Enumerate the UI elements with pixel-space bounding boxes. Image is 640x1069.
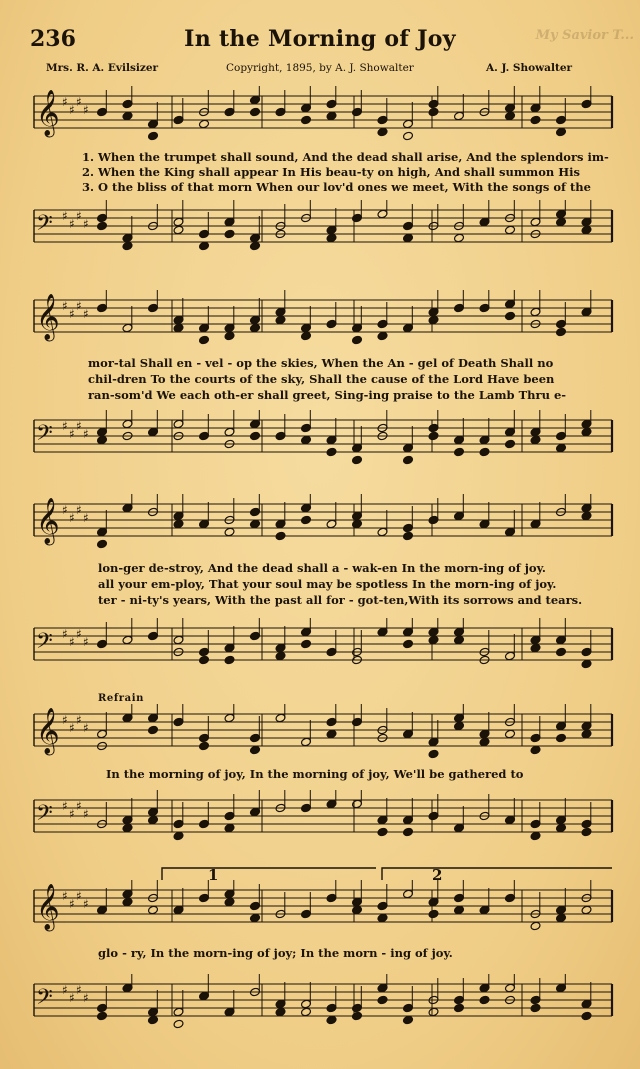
svg-text:♯: ♯ [62,713,68,727]
system-3-lyric-1: lon-ger de-stroy, And the dead shall a - wak-en In the morn-ing of joy. [98,561,546,575]
svg-text:♯: ♯ [62,983,68,997]
system-1-lyric-3: 3. O the bliss of that morn When our lov'd ones we meet, With the songs of the [82,180,591,194]
system-1-lyric-1: 1. When the trumpet shall sound, And the dead shall arise, And the splendors im- [82,150,609,164]
svg-text:♯: ♯ [69,511,75,525]
svg-text:𝄢: 𝄢 [36,985,53,1015]
system-1-lyric-2: 2. When the King shall appear In His beau-ty on high, And shall summon His [82,165,580,179]
svg-text:♯: ♯ [83,635,89,649]
system-3-bass-staff [0,618,640,674]
system-5-lyric-1: glo - ry, In the morn-ing of joy; In the morn - ing of joy. [98,946,453,960]
svg-text:♯: ♯ [83,721,89,735]
svg-text:♯: ♯ [69,217,75,231]
svg-text:♯: ♯ [62,95,68,109]
system-3-lyric-2: all your em-ploy, That your soul may be spotless In the morn-ing of joy. [98,577,557,591]
svg-text:𝄢: 𝄢 [36,421,53,451]
svg-text:♯: ♯ [83,511,89,525]
system-3-lyric-3: ter - ni-ty's years, With the past all for - got-ten,With its sorrows and tears. [98,593,583,607]
svg-text:♯: ♯ [83,307,89,321]
hymn-title: In the Morning of Joy [184,26,456,52]
svg-text:♯: ♯ [69,807,75,821]
svg-text:♯: ♯ [62,299,68,313]
system-1-treble-staff [0,86,640,142]
svg-text:𝄢: 𝄢 [36,629,53,659]
svg-text:♯: ♯ [83,807,89,821]
svg-text:♯: ♯ [69,427,75,441]
system-4-bass-staff [0,790,640,846]
svg-text:𝄞: 𝄞 [36,708,60,754]
composer-credit: A. J. Showalter [486,62,573,74]
svg-text:♯: ♯ [83,217,89,231]
svg-text:♯: ♯ [69,897,75,911]
svg-text:♯: ♯ [69,307,75,321]
svg-text:𝄞: 𝄞 [36,294,60,340]
svg-text:♯: ♯ [76,299,82,313]
svg-text:𝄢: 𝄢 [36,211,53,241]
svg-text:♯: ♯ [62,209,68,223]
svg-text:♯: ♯ [76,95,82,109]
svg-text:♯: ♯ [62,889,68,903]
refrain-label: Refrain [98,693,144,704]
svg-text:♯: ♯ [76,799,82,813]
svg-text:♯: ♯ [69,103,75,117]
system-4-lyric-1: In the morning of joy, In the morning of joy, We'll be gathered to [106,767,524,781]
system-5-bass-staff [0,974,640,1030]
svg-text:𝄢: 𝄢 [36,801,53,831]
svg-text:♯: ♯ [69,991,75,1005]
system-3-treble-staff [0,494,640,550]
system-5-treble-staff [0,880,640,936]
svg-text:♯: ♯ [83,897,89,911]
svg-text:♯: ♯ [83,991,89,1005]
svg-text:♯: ♯ [62,799,68,813]
svg-text:♯: ♯ [76,419,82,433]
system-2-lyric-2: chil-dren To the courts of the sky, Shall the cause of the Lord Have been [88,372,555,386]
copyright-credit: Copyright, 1895, by A. J. Showalter [226,62,414,74]
svg-text:♯: ♯ [83,103,89,117]
system-2-lyric-3: ran-som'd We each oth-er shall greet, Sing-ing praise to the Lamb Thru e- [88,388,567,402]
system-2-bass-staff [0,410,640,466]
second-ending-label: 2 [432,866,443,884]
svg-text:𝄞: 𝄞 [36,884,60,930]
system-2-lyric-1: mor-tal Shall en - vel - op the skies, When the An - gel of Death Shall no [88,356,554,370]
ending-brackets [0,862,640,882]
svg-text:♯: ♯ [76,627,82,641]
system-1-bass-staff [0,200,640,256]
svg-text:♯: ♯ [69,721,75,735]
svg-text:♯: ♯ [76,889,82,903]
svg-text:♯: ♯ [76,983,82,997]
first-ending-label: 1 [208,866,219,884]
svg-text:♯: ♯ [62,627,68,641]
page-number: 236 [30,26,76,52]
bleed-through-text: My Savior T... [535,28,634,43]
system-2-treble-staff [0,290,640,346]
lyricist-credit: Mrs. R. A. Evilsizer [46,62,159,74]
svg-text:𝄞: 𝄞 [36,90,60,136]
svg-text:♯: ♯ [62,419,68,433]
svg-text:𝄞: 𝄞 [36,498,60,544]
system-4-treble-staff [0,704,640,760]
svg-text:♯: ♯ [62,503,68,517]
svg-text:♯: ♯ [76,209,82,223]
svg-text:♯: ♯ [76,503,82,517]
svg-text:♯: ♯ [76,713,82,727]
svg-text:♯: ♯ [83,427,89,441]
svg-text:♯: ♯ [69,635,75,649]
